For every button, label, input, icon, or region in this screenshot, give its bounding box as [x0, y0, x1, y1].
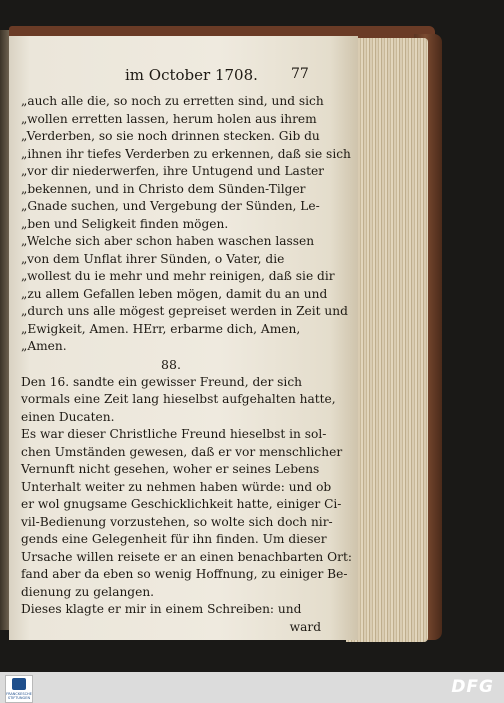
page-text [21, 93, 352, 636]
text-line: „ben und Seligkeit finden mögen. [21, 216, 229, 231]
text-line: „Amen. [21, 339, 67, 353]
text-line: vormals eine Zeit lang hieselbst aufgehalten hatte, [21, 392, 336, 406]
text-line: Vernunft nicht gesehen, woher er seines Lebens [21, 462, 320, 476]
text-line: „zu allem Gefallen leben mögen, damit du an und [21, 286, 328, 301]
page-header [9, 66, 358, 90]
book-left-edge [0, 30, 9, 630]
text-line: „Ewigkeit, Amen. HErr, erbarme dich, Amen, [21, 321, 301, 336]
text-line: Dieses klagte er mir in einem Schreiben: und [21, 602, 302, 616]
text-line: „bekennen, und in Christo dem Sünden-Tilger [21, 181, 306, 196]
text-line: „von dem Unflat ihrer Sünden, o Vater, die [21, 251, 285, 266]
text-line: „wollest du ie mehr und mehr reinigen, daß sie dir [21, 269, 335, 283]
dfg-logo[interactable]: DFG [451, 677, 494, 697]
running-head: im October 1708. [125, 66, 258, 84]
institution-logo[interactable] [5, 675, 33, 703]
text-line: Ursache willen reisete er an einen benachbarten Ort: [21, 549, 352, 564]
section-number: 88. [161, 356, 181, 372]
footer-bar [0, 672, 504, 703]
text-line: fand aber da eben so wenig Hoffnung, zu einiger Be- [21, 567, 348, 581]
text-line: Es war dieser Christliche Freund hieselbst in sol- [21, 427, 327, 441]
institution-logo-text: FRANCKESCHE STIFTUNGEN [6, 692, 32, 700]
book-page [9, 36, 358, 640]
catchword: ward [289, 619, 321, 634]
text-line: „auch alle die, so noch zu erretten sind, und sich [21, 94, 324, 108]
text-line: „ihnen ihr tiefes Verderben zu erkennen, daß sie sich [21, 146, 351, 161]
text-line: „wollen erretten lassen, herum holen aus ihrem [21, 111, 317, 126]
text-line: Unterhalt weiter zu nehmen haben würde: und ob [21, 479, 332, 494]
text-line: gends eine Gelegenheit für ihn finden. Um dieser [21, 532, 327, 546]
franckesche-stiftungen-logo-icon [12, 678, 26, 690]
text-line: „Gnade suchen, und Vergebung der Sünden, Le- [21, 199, 320, 213]
text-line: dienung zu gelangen. [21, 584, 155, 599]
text-line: chen Umständen gewesen, daß er vor menschlicher [21, 444, 343, 459]
text-line: „durch uns alle mögest gepreiset werden in Zeit und [21, 304, 348, 318]
text-line: „Verderben, so sie noch drinnen stecken. Gib du [21, 129, 320, 143]
text-line: er wol gnugsame Geschicklichkeit hatte, einiger Ci- [21, 497, 342, 511]
text-line: einen Ducaten. [21, 409, 115, 424]
page-stack-edge [346, 38, 428, 642]
text-line: „vor dir niederwerfen, ihre Untugend und Laster [21, 164, 325, 178]
text-line: „Welche sich aber schon haben waschen lassen [21, 234, 315, 248]
text-line: vil-Bedienung vorzustehen, so wolte sich doch nir- [21, 514, 333, 529]
page-number: 77 [291, 66, 309, 82]
text-line: Den 16. sandte ein gewisser Freund, der sich [21, 374, 303, 389]
